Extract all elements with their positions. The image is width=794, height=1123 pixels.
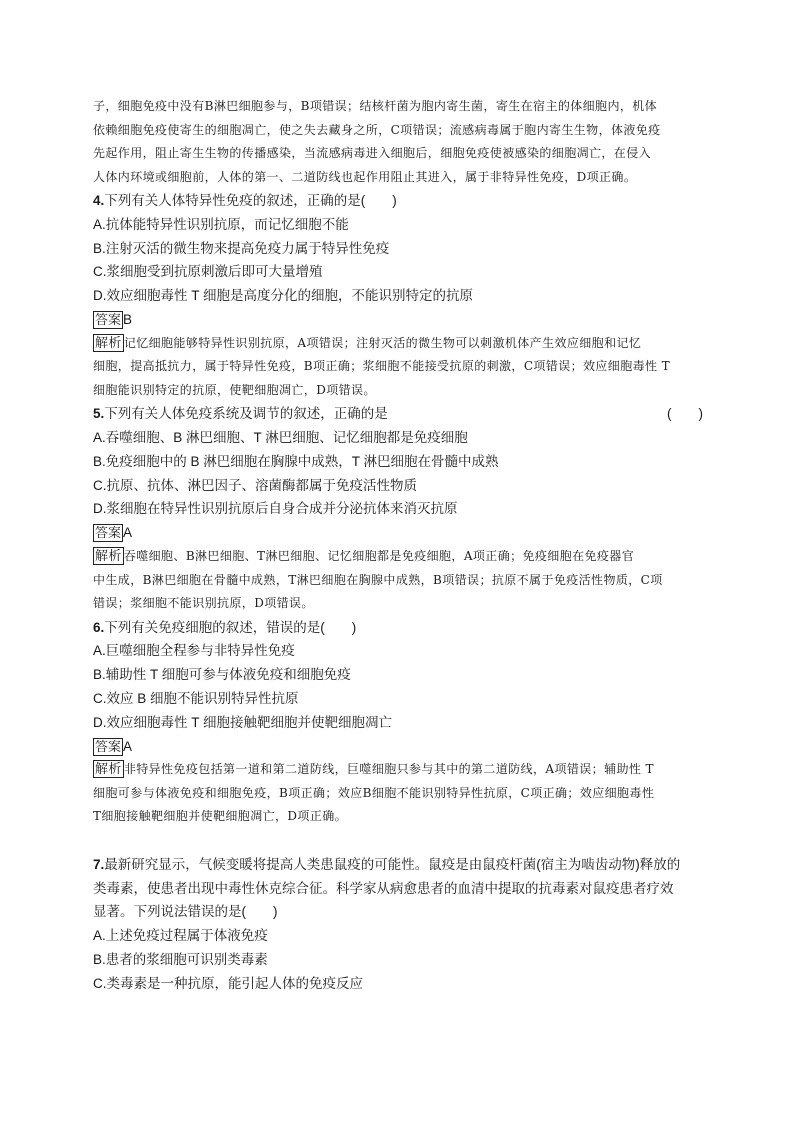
answer-paren: ( ) [667,406,703,422]
option-b: B.患者的浆细胞可识别类毒素 [93,952,268,968]
question-stem: 4.下列有关人体特异性免疫的叙述，正确的是( ) [93,193,397,208]
question-text: 下列有关免疫细胞的叙述，错误的是( ) [104,619,357,635]
explanation-line: T细胞接触靶细胞并使靶细胞凋亡，D项正确。 [93,809,348,824]
answer-value: A [123,525,133,541]
explanation-tag: 解析 [95,761,122,777]
question-6 [93,616,703,829]
explanation-tag: 解析 [95,334,122,350]
question-number: 5 [93,406,101,422]
question-stem-line: 显著。下列说法错误的是( ) [93,904,278,920]
question-text: 最新研究显示，气候变暖将提高人类患鼠疫的可能性。鼠疫是由鼠疫杆菌(宿主为啮齿动物)释放的 [104,856,681,872]
option-d: D.效应细胞毒性 T 细胞是高度分化的细胞，不能识别特定的抗原 [93,288,474,304]
option-c: C.浆细胞受到抗原刺激后即可大量增殖 [93,264,323,280]
explanation-line: 解析 非特异性免疫包括第一道和第二道防线，巨噬细胞只参与其中的第二道防线，A项错误；辅助性 T [95,761,654,777]
question-number: 4 [93,193,101,208]
explanation-line: 解析 记忆细胞能够特异性识别抗原，A项错误；注射灭活的微生物可以刺激机体产生效应细胞和记忆 [95,334,642,350]
option-b: B.免疫细胞中的 B 淋巴细胞在胸腺中成熟，T 淋巴细胞在骨髓中成熟 [93,453,499,469]
answer-value: A [123,738,133,754]
answer-tag: 答案 [95,525,122,541]
explanation-line: 依赖细胞免疫使寄生的细胞凋亡，使之失去藏身之所，C项错误；流感病毒属于胞内寄生生物，体液免疫 [93,122,661,137]
option-c: C.类毒素是一种抗原，能引起人体的免疫反应 [93,975,363,991]
question-text: 下列有关人体免疫系统及调节的叙述，正确的是 [104,406,388,422]
option-b: B.注射灭活的微生物来提高免疫力属于特异性免疫 [93,240,390,256]
option-a: A.吞噬细胞、B 淋巴细胞、T 淋巴细胞、记忆细胞都是免疫细胞 [93,430,468,446]
question-text: 下列有关人体特异性免疫的叙述，正确的是( ) [104,193,397,208]
intro-explanation [93,95,703,189]
question-number: 7 [93,856,101,872]
option-d: D.浆细胞在特异性识别抗原后自身合成并分泌抗体来消灭抗原 [93,501,458,517]
explanation-line: 解析 吞噬细胞、B淋巴细胞、T淋巴细胞、记忆细胞都是免疫细胞，A项正确；免疫细胞在免疫器官 [95,548,635,564]
explanation-line: 细胞能识别特定的抗原，使靶细胞凋亡，D项错误。 [93,382,376,397]
option-d: D.效应细胞毒性 T 细胞接触靶细胞并使靶细胞凋亡 [93,714,393,730]
explanation-line: 细胞可参与体液免疫和细胞免疫，B项正确；效应B细胞不能识别特异性抗原，C项正确；效应细胞毒性 [93,785,655,800]
question-stem: 6.下列有关免疫细胞的叙述，错误的是( ) [93,619,357,635]
answer-line [93,308,703,332]
answer-line [93,521,703,545]
question-stem-line: 类毒素，使患者出现中毒性休克综合征。科学家从病愈患者的血清中提取的抗毒素对鼠疫患者疗效 [93,880,674,896]
option-c: C.抗原、抗体、淋巴因子、溶菌酶都属于免疫活性物质 [93,477,417,493]
explanation-line: 子，细胞免疫中没有B淋巴细胞参与，B项错误；结核杆菌为胞内寄生菌，寄生在宿主的体细胞内，机体 [93,99,658,113]
option-b: B.辅助性 T 细胞可参与体液免疫和细胞免疫 [93,667,351,683]
explanation-line: 细胞，提高抵抗力，属于特异性免疫，B项正确；浆细胞不能接受抗原的刺激，C项错误；效应细胞毒性 T [93,359,671,374]
explanation-line: 错误；浆细胞不能识别抗原，D项错误。 [93,596,314,611]
answer-tag: 答案 [95,311,122,327]
option-a: A.抗体能特异性识别抗原，而记忆细胞不能 [93,216,349,232]
explanation-tag: 解析 [95,548,122,564]
question-5 [93,402,703,615]
explanation-line: 中生成，B淋巴细胞在骨髓中成熟，T淋巴细胞在胸腺中成熟，B项错误；抗原不属于免疫活性物质，C项 [93,572,663,587]
explanation-line: 人体内环境或细胞前，人体的第一、二道防线也起作用阻止其进入，属于非特异性免疫，D项正确。 [93,169,637,184]
document-page [93,95,703,996]
question-4 [93,189,703,402]
option-a: A.上述免疫过程属于体液免疫 [93,928,268,944]
question-7 [93,853,703,996]
option-c: C.效应 B 细胞不能识别特异性抗原 [93,690,299,706]
answer-tag: 答案 [95,738,122,754]
question-stem: 7.最新研究显示，气候变暖将提高人类患鼠疫的可能性。鼠疫是由鼠疫杆菌(宿主为啮齿动物)释放的 [93,856,681,872]
question-number: 6 [93,619,101,635]
question-stem: 5.下列有关人体免疫系统及调节的叙述，正确的是 ( ) [93,402,703,426]
answer-line [93,735,703,759]
explanation-line: 先起作用，阻止寄生生物的传播感染，当流感病毒进入细胞后，细胞免疫使被感染的细胞凋亡，在侵入 [93,146,652,160]
answer-value: B [123,311,133,327]
option-a: A.巨噬细胞全程参与非特异性免疫 [93,643,295,659]
